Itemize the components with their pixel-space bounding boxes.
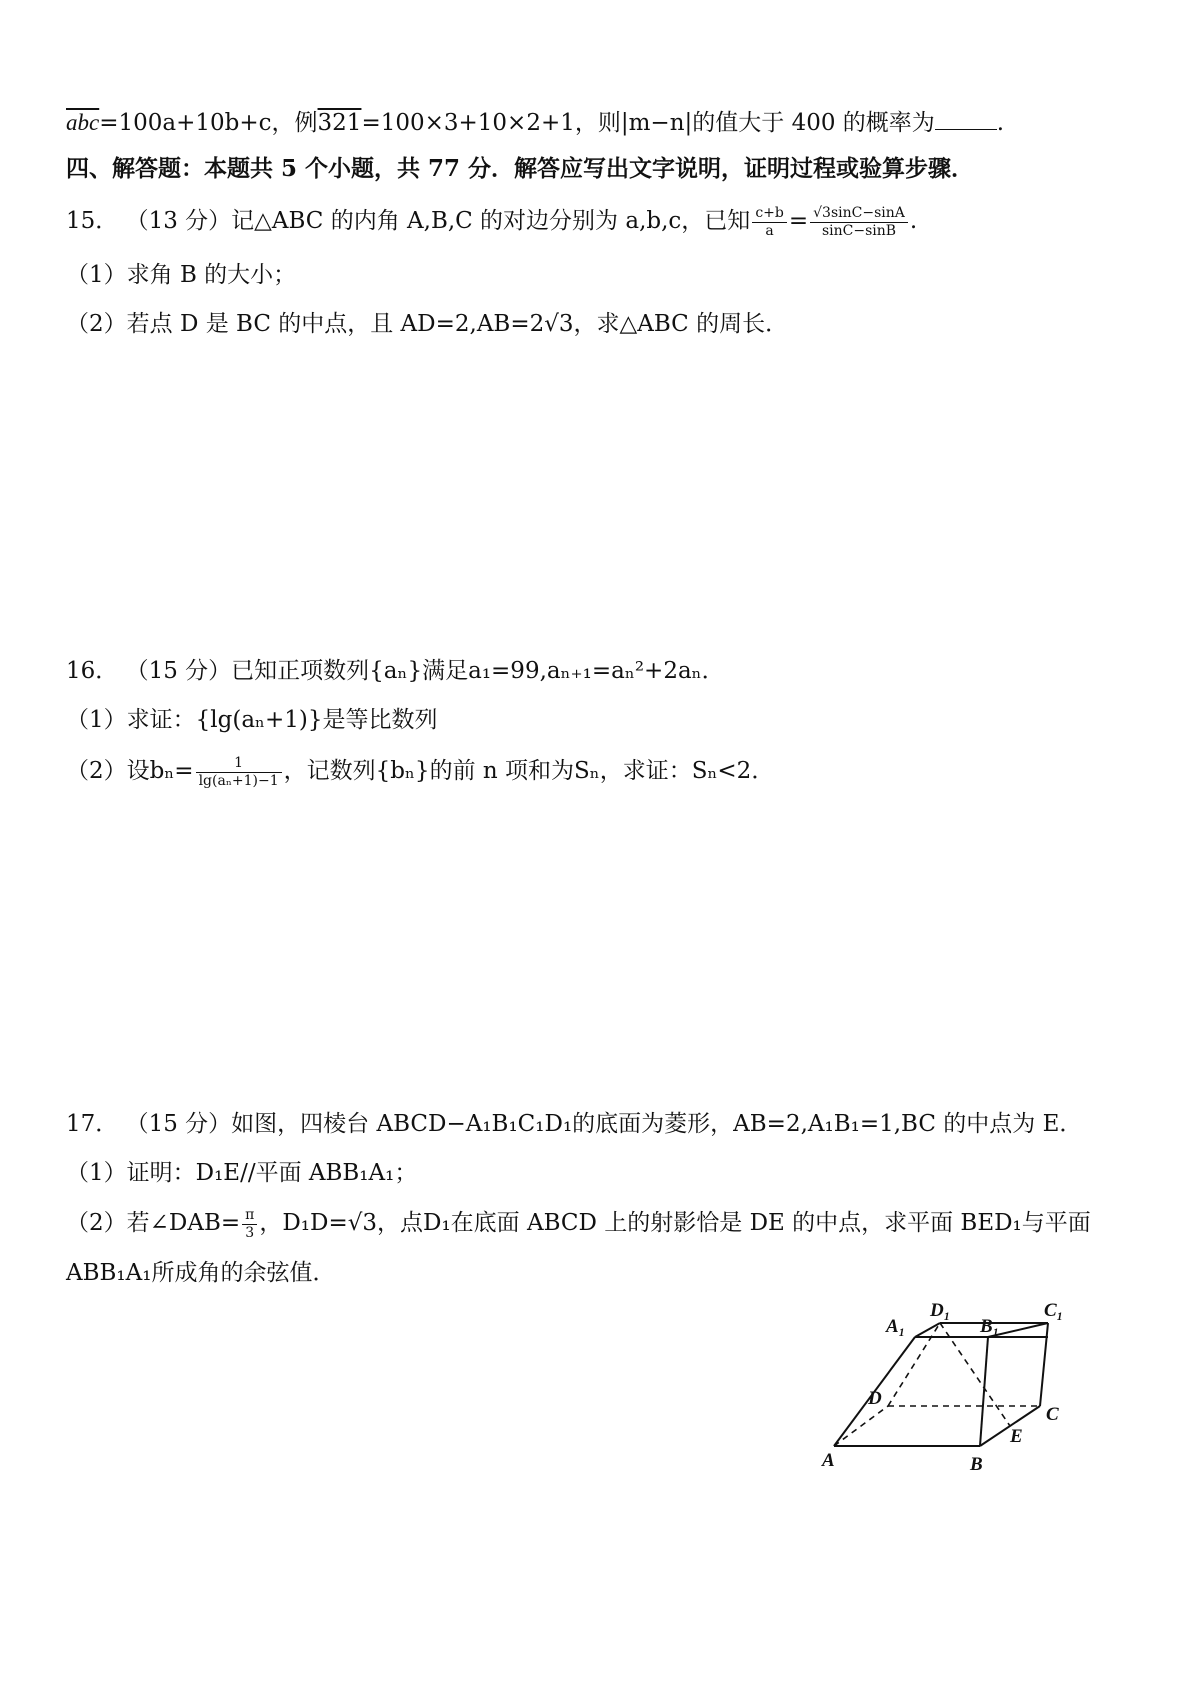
q17-part2-mid: ，D₁D=√3，点D₁在底面 ABCD 上的射影恰是 DE 的中点，求平面 BED₁与平面 — [259, 1210, 1091, 1236]
q15-frac-right: $\frac{√3\sin C-\sin A}{\sin C-\sin B}$ — [810, 205, 908, 240]
q14-tail-line — [66, 106, 1004, 140]
q15-stem: 15． （13 分）记△ABC 的内角 A,B,C 的对边分别为 a,b,c，已知 $\frac{c+b}{a}$ = $\frac{√3\sin C-\sin A}{\sin C-\sin B}$ . — [66, 204, 918, 239]
q15-part2: （2）若点 D 是 BC 的中点，且 AD=2,AB=2√3，求△ABC 的周长． — [66, 311, 789, 337]
q17-number: 17． — [66, 1111, 119, 1137]
q16-score: （15 分） — [125, 658, 232, 684]
label-D1: D₁ — [930, 1300, 951, 1321]
q14-example: =100×3+10×2+1，则|m−n|的值大于 400 的概率为 — [361, 110, 935, 136]
q17-score: （15 分） — [125, 1111, 232, 1137]
label-D: D — [868, 1388, 882, 1409]
label-C: C — [1046, 1404, 1059, 1425]
q15-stem-text: 记△ABC 的内角 A,B,C 的对边分别为 a,b,c，已知 — [231, 208, 751, 234]
label-B1: B₁ — [980, 1316, 1000, 1337]
q15-number: 15． — [66, 208, 119, 234]
q16-part2-pre: （2）设bₙ= — [66, 758, 194, 784]
label-E: E — [1010, 1426, 1023, 1447]
q17-part1: （1）证明：D₁E//平面 ABB₁A₁； — [66, 1160, 418, 1186]
q15-score: （13 分） — [125, 208, 232, 234]
hidden-edge-a-d — [834, 1406, 888, 1446]
q15-frac-left: $\frac{c+b}{a}$ — [752, 205, 787, 240]
q14-expr: =100a+10b+c，例 — [99, 110, 318, 136]
label-A1: A₁ — [886, 1316, 906, 1337]
q16-part2 — [66, 754, 774, 790]
label-A: A — [822, 1450, 835, 1471]
q15-part1: （1）求角 B 的大小； — [66, 262, 297, 288]
q16-stem-text: 已知正项数列{aₙ}满足a₁=99,aₙ₊₁=aₙ²+2aₙ． — [231, 658, 725, 684]
answer-blank — [935, 109, 997, 130]
edge-c-c1 — [1040, 1323, 1048, 1406]
q16-part1: （1）求证：{lg(aₙ+1)}是等比数列 — [66, 707, 438, 733]
hidden-edge-d1-e — [940, 1323, 1010, 1426]
q17-stem — [66, 1107, 1082, 1141]
q17-stem-text: 如图，四棱台 ABCD−A₁B₁C₁D₁的底面为菱形，AB=2,A₁B₁=1,BC 的中点为 E． — [231, 1111, 1083, 1137]
q17-angle-frac: $\frac{\pi}{3}$ — [242, 1207, 257, 1242]
q16-number: 16． — [66, 658, 119, 684]
q17-part2-end: ABB₁A₁所成角的余弦值． — [66, 1260, 336, 1286]
example-321: 321 — [317, 110, 362, 136]
q16-stem — [66, 654, 725, 688]
frustum-figure — [822, 1292, 1160, 1512]
q17-part2-pre: （2）若∠DAB= — [66, 1210, 241, 1236]
q14-end: . — [996, 110, 1005, 136]
abc-overline: $\overline{abc}$ — [66, 110, 100, 135]
q16-part2-post: ，记数列{bₙ}的前 n 项和为Sₙ，求证：Sₙ<2． — [283, 758, 775, 784]
label-B: B — [970, 1454, 983, 1475]
label-C1: C₁ — [1044, 1300, 1064, 1321]
q17-part2 — [66, 1206, 1091, 1242]
section-4-heading: 四、解答题：本题共 5 个小题，共 77 分．解答应写出文字说明，证明过程或验算步骤． — [66, 155, 975, 182]
q16-frac: $\frac{1}{\text{lg(aₙ+1)−1}}$ — [196, 755, 282, 790]
